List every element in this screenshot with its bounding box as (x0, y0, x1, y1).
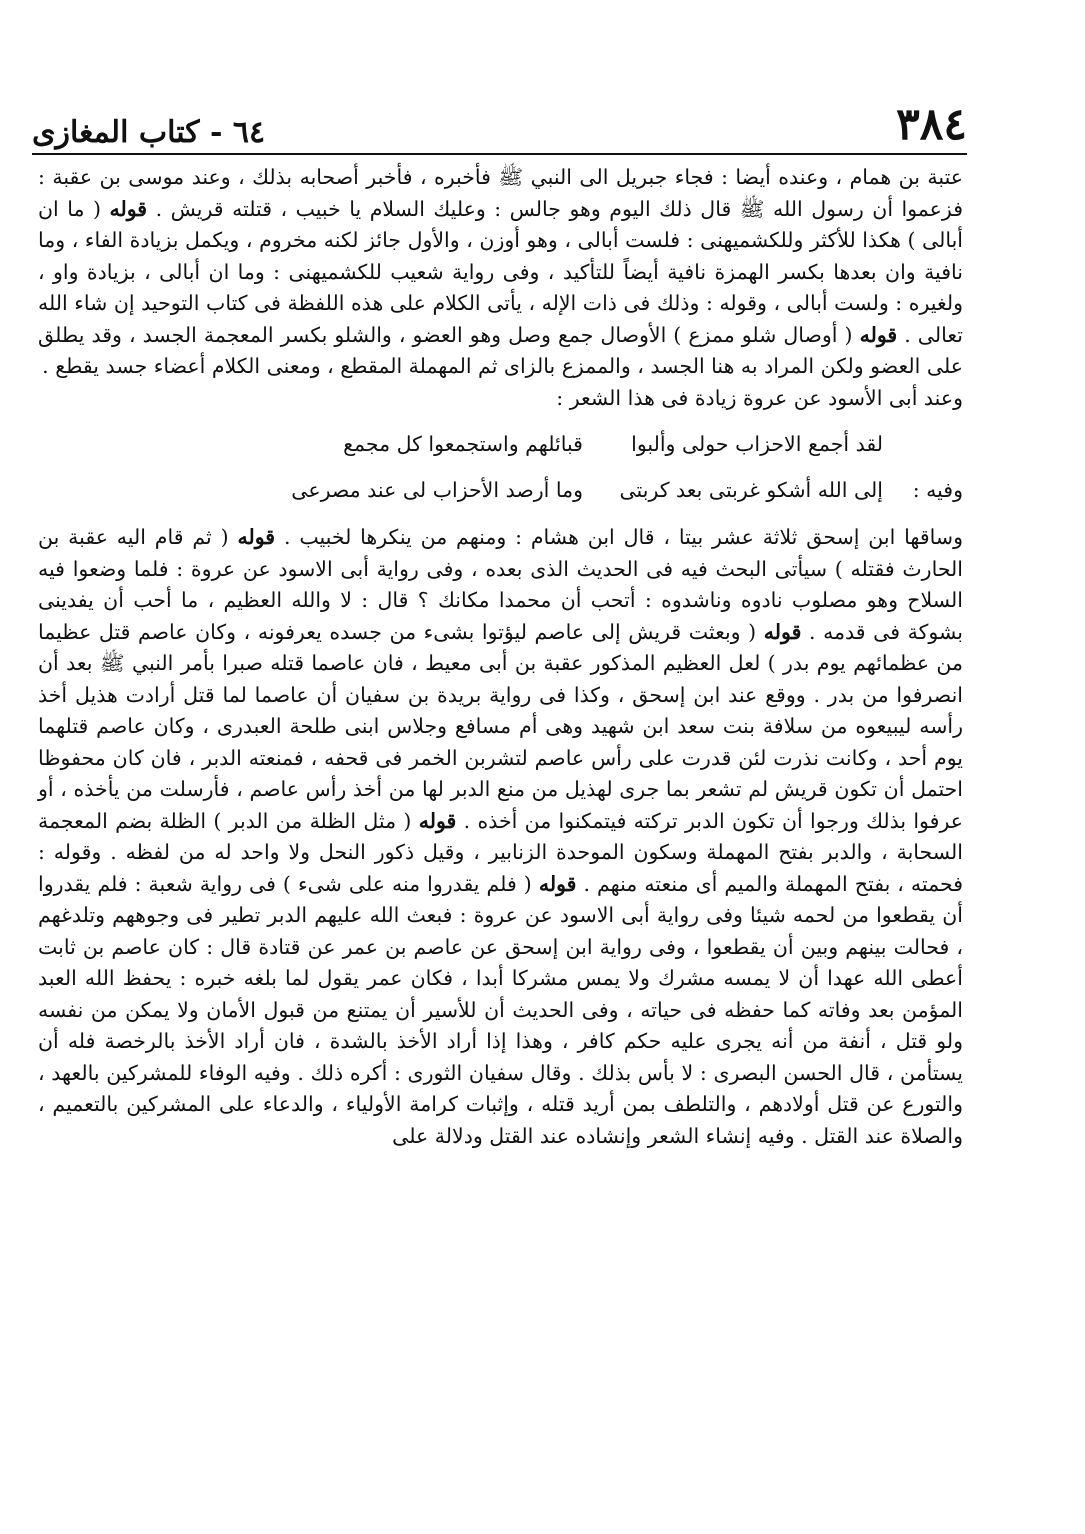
page-header (32, 90, 967, 150)
paragraph-text: عتبة بن همام ، وعنده أيضا : فجاء جبريل الى النبي ﷺ فأخبره ، فأخبر أصحابه بذلك ، وعند موسى بن عقبة : فزعموا أن رسول الله ﷺ قال ذلك اليوم وهو جالس : وعليك السلام يا خبيب ، قتلته قريش . (38, 165, 963, 221)
paragraph-text: ( مثل الظلة من الدبر ) الظلة بضم المعجمة السحابة ، والدبر بفتح المهملة وسكون الموحدة الزنابير ، وقيل ذكور النحل ولا واحد له من لفظه . وقوله : فحمته ، بفتح المهملة والميم أى منعته منهم . (38, 808, 963, 896)
keyword-qawluh: قوله (109, 196, 148, 221)
book-title: ٦٤ - كتاب المغازى (32, 115, 266, 150)
paragraph-text: ( ما ان أبالى ) هكذا للأكثر وللكشميهنى : فلست أبالى ، وهو أوزن ، والأول جائز لكنه مخروم ، ويكمل بزيادة الفاء ، وما نافية وان بعدها بكسر الهمزة نافية أيضاً للتأكيد ، وفى رواية شعيب للكشميهنى : وما ان أبالى ، بزيادة واو ، ولغيره : ولست أبالى ، وقوله : وذلك فى ذات الإله ، يأتى الكلام على هذه اللفظة فى كتاب التوحيد إن شاء الله تعالى . (38, 196, 963, 347)
poem-verse (38, 422, 963, 468)
page-body (38, 162, 963, 1152)
verse-second-hemistich: وما أرصد الأحزاب لى عند مصرعى (291, 478, 583, 503)
paragraph-text: ( فلم يقدروا منه على شىء ) فى رواية شعبة : فلم يقدروا أن يقطعوا من لحمه شيئا وفى رواية أبى الاسود عن عروة : فبعث الله عليهم الدبر تطير فى وجوههم وتلدغهم ، فحالت بينهم وبين أن يقطعوا ، وفى رواية ابن إسحق عن عاصم بن عمر عن قتادة قال : كان عاصم بن ثابت أعطى الله عهدا أن لا يمسه مشرك ولا يمس مشركا أبدا ، فكان عمر يقول لما بلغه خبره : يحفظ الله العبد المؤمن بعد وفاته كما حفظه فى حياته ، وفى الحديث أن للأسير أن يمتنع من قبول الأمان ولا يمكن من نفسه ولو قتل ، أنفة من أنه يجرى عليه حكم كافر ، وهذا إذا أراد الأخذ بالشدة ، فان أراد الأخذ بالرخصة فله أن يستأمن ، قال الحسن البصرى : لا بأس بذلك . وقال سفيان الثورى : أكره ذلك . وفيه الوفاء للمشركين بالعهد ، والتورع عن قتل أولادهم ، والتلطف بمن أريد قتله ، وإثبات كرامة الأولياء ، والدعاء على المشركين بالتعميم ، والصلاة عند القتل . وفيه إنشاء الشعر وإنشاده عند القتل ودلالة على (38, 871, 963, 1148)
paragraph (38, 162, 963, 383)
poem (38, 422, 963, 514)
paragraph-text: ( وبعثت قريش إلى عاصم ليؤتوا بشىء من جسده يعرفونه ، وكان عاصم قتل عظيما من عظمائهم يوم بدر ) لعل العظيم المذكور عقبة بن أبى معيط ، فان عاصما قتله صبرا بأمر النبي ﷺ بعد أن انصرفوا من بدر . ووقع عند ابن إسحق ، وكذا فى رواية بريدة بن سفيان أن عاصما لما قتل أرادت هذيل أخذ رأسه ليبيعوه من سلافة بنت سعد ابن شهيد وهى أم مسافع وجلاس ابنى طلحة العبدرى ، وكان عاصم قتلهما يوم أحد ، وكانت نذرت لئن قدرت على رأس عاصم لتشربن الخمر فى قحفه ، فمنعته الدبر ، فان كان محفوظا احتمل أن تكون قريش لم تشعر بما جرى لهذيل من منع الدبر لها من أخذ رأس عاصم ، فأرسلت من يأخذه ، أو عرفوا بذلك ورجوا أن تكون الدبر تركته فيتمكنوا من أخذه . (38, 619, 963, 833)
paragraph-text: ( ثم قام اليه عقبة بن الحارث فقتله ) سيأتى البحث فيه فى الحديث الذى بعده ، وفى رواية أبى الاسود عن عروة : فلما وضعوا فيه السلاح وهو مصلوب نادوه وناشدوه : أتحب أن محمدا مكانك ؟ قال : لا والله العظيم ، ما أحب أن يفدينى بشوكة فى قدمه . (38, 525, 963, 644)
paragraph: وعند أبى الأسود عن عروة زيادة فى هذا الشعر : (556, 385, 963, 410)
keyword-qawluh: قوله (418, 808, 457, 833)
verse-first-hemistich: لقد أجمع الاحزاب حولى وألبوا (631, 432, 883, 457)
keyword-qawluh: قوله (763, 619, 802, 644)
verse-second-hemistich: قبائلهم واستجمعوا كل مجمع (343, 432, 583, 457)
header-rule (32, 153, 967, 155)
poem-verse (38, 468, 963, 514)
verse-lead: وفيه : (912, 478, 963, 503)
keyword-qawluh: قوله (859, 322, 898, 347)
keyword-qawluh: قوله (237, 525, 276, 549)
verse-first-hemistich: إلى الله أشكو غربتى بعد كربتى (619, 478, 883, 503)
paragraph-text: ( أوصال شلو ممزع ) الأوصال جمع وصل وهو العضو ، والشلو بكسر المعجمة الجسد ، وقد يطلق على العضو ولكن المراد به هنا الجسد ، والممزع بالزاى ثم المهملة المقطع ، ومعنى الكلام أعضاء جسد يقطع . (38, 322, 963, 378)
keyword-qawluh: قوله (538, 871, 577, 896)
page-number: ٣٨٤ (896, 99, 967, 150)
paragraph (38, 522, 963, 1152)
paragraph-text: وساقها ابن إسحق ثلاثة عشر بيتا ، قال ابن هشام : ومنهم من ينكرها لخبيب . (275, 525, 963, 549)
